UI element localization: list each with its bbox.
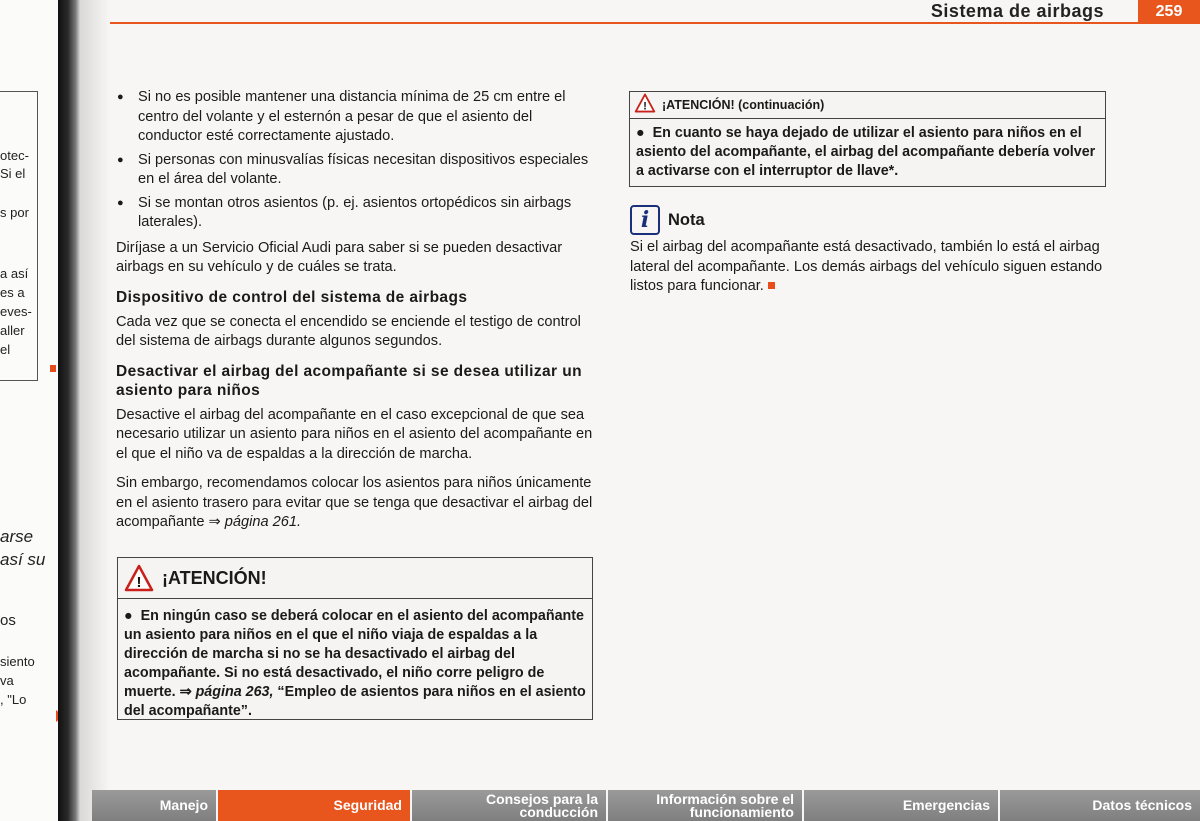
svg-text:!: ! <box>136 574 142 591</box>
warning-header <box>118 558 592 599</box>
header-rule <box>110 22 1200 24</box>
warning-text-body: En ningún caso se deberá colocar en el asiento del acompañante un asiento para niños en el que el niño viaja de espaldas a la dirección de marcha si no se ha desactivado el airbag del acompañante. Si no está desactivado, el niño corre peligro de muerte. ⇒ <box>124 608 584 700</box>
section-heading: Desactivar el airbag del acompañante si se desea utilizar un asiento para niños <box>116 362 582 399</box>
note-title: Nota <box>668 210 705 229</box>
prev-page-end-mark <box>50 365 56 372</box>
warning-title: ¡ATENCIÓN! <box>162 567 267 588</box>
prev-page-fragment: arse <box>0 527 34 546</box>
prev-page-fragment: aller <box>0 323 25 338</box>
list-item: ● Si personas con minusvalías físicas necesitan dispositivos especiales en el área del volante. <box>116 151 594 190</box>
prev-page-fragment: a así <box>0 266 29 281</box>
prev-page-fragment: va <box>0 673 14 688</box>
prev-page-fragment: otec- <box>0 148 29 163</box>
warning-text <box>630 119 1105 181</box>
bullet-icon: ● <box>636 125 645 141</box>
list-item: ● Si se montan otros asientos (p. ej. asientos ortopédicos sin airbags laterales). <box>116 194 594 233</box>
page-reference-link[interactable]: página 261. <box>224 514 302 530</box>
warning-triangle-icon <box>634 93 656 118</box>
tab-manejo[interactable]: Manejo <box>92 790 218 821</box>
section-nav <box>92 790 1200 821</box>
paragraph: Diríjase a un Servicio Oficial Audi para saber si se pueden desactivar airbags en su vehículo y de cuáles se trata. <box>116 239 563 275</box>
list-item: ● Si no es posible mantener una distancia mínima de 25 cm entre el centro del volante y el esternón a pesar de que el asiento del conductor esté correctamente ajustado. <box>116 88 594 147</box>
page-title: Sistema de airbags <box>930 1 1104 21</box>
prev-page-fragment: es a <box>0 285 25 300</box>
bullet-icon: ● <box>124 608 133 624</box>
note-text <box>630 238 1106 297</box>
prev-page-fragment: eves- <box>0 304 32 319</box>
paragraph: Cada vez que se conecta el encendido se enciende el testigo de control del sistema de airbags durante algunos segundos. <box>116 313 581 349</box>
warning-triangle-icon <box>124 563 154 593</box>
section-heading: Dispositivo de control del sistema de airbags <box>116 288 468 306</box>
warning-title: ¡ATENCIÓN! (continuación) <box>662 98 825 112</box>
warning-box-continued <box>629 91 1106 187</box>
tab-consejos-conduccion[interactable]: Consejos para la conducción <box>412 790 608 821</box>
prev-page-fragment: s por <box>0 205 29 220</box>
paragraph <box>116 474 594 533</box>
paragraph-text: Sin embargo, recomendamos colocar los asientos para niños únicamente en el asiento trasero para evitar que se tenga que desactivar el airbag del acompañante ⇒ <box>116 475 593 530</box>
prev-page-fragment: el <box>0 342 11 357</box>
tab-informacion-funcionamiento[interactable]: Información sobre el funcionamiento <box>608 790 804 821</box>
tab-emergencias[interactable]: Emergencias <box>804 790 1000 821</box>
warning-text <box>118 599 592 721</box>
prev-page-fragment: os <box>0 612 16 629</box>
warning-text-body: En cuanto se haya dejado de utilizar el asiento para niños en el asiento del acompañante, el airbag del acompañante debería volver a activarse con el interruptor de llave*. <box>636 125 1096 179</box>
warning-header <box>630 92 1105 119</box>
page-number: 259 <box>1138 0 1200 24</box>
svg-text:!: ! <box>643 99 647 112</box>
end-of-section-icon <box>768 282 775 289</box>
warning-text-tail: “Empleo de asientos para niños en el asiento del acompañante”. <box>124 684 586 719</box>
prev-page-fragment: siento <box>0 654 35 669</box>
paragraph: Desactive el airbag del acompañante en el caso excepcional de que sea necesario utilizar un asiento para niños en el asiento del acompañante en el que el niño va de espaldas a la dirección de marcha. <box>116 406 593 462</box>
left-column <box>116 88 594 543</box>
book-spine <box>58 0 80 821</box>
note-text-body: Si el airbag del acompañante está desactivado, también lo está el airbag lateral del acompañante. Los demás airbags del vehículo siguen estando listos para funcionar. <box>630 239 1103 294</box>
prev-page-fragment: así su <box>0 550 46 569</box>
prev-page-fragment: , "Lo <box>0 692 27 707</box>
page-reference-link[interactable]: página 263, <box>195 684 274 700</box>
warning-box <box>117 557 593 720</box>
note-header <box>630 205 705 235</box>
info-icon: i <box>630 205 660 235</box>
tab-datos-tecnicos[interactable]: Datos técnicos <box>1000 790 1200 821</box>
prev-page-fragment: Si el <box>0 166 26 181</box>
spine-shadow <box>80 0 110 821</box>
tab-seguridad[interactable]: Seguridad <box>218 790 412 821</box>
